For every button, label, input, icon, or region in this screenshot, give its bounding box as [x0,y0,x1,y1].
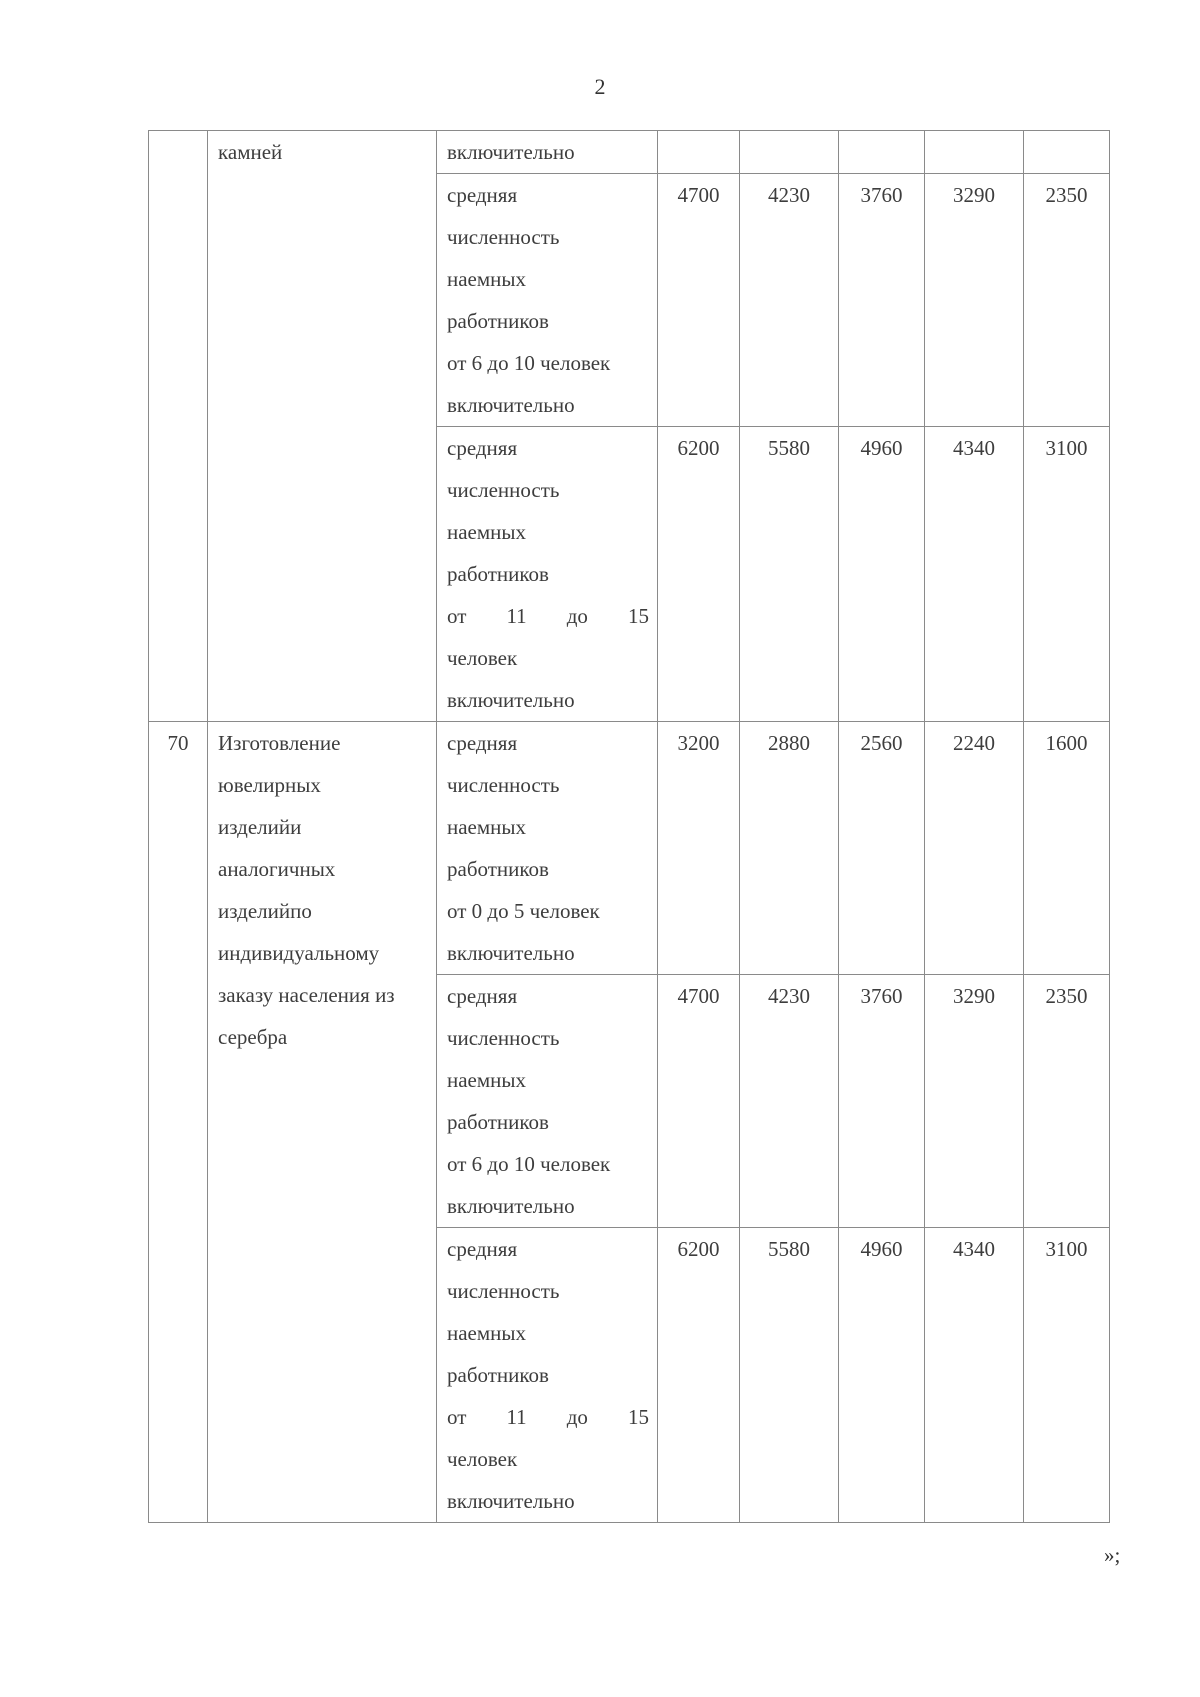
condition-line: численность [447,225,560,249]
condition-line: от 6 до 10 человек [447,1152,611,1176]
activity-name-line: серебра [218,1025,288,1049]
tariff-table [148,130,1110,1523]
condition-line: работников [447,857,549,881]
value-cell: 3200 [658,722,740,975]
condition-line: включительно [447,941,575,965]
value-cell: 5580 [740,427,839,722]
value-cell: 3760 [839,975,925,1228]
condition-line: включительно [447,140,575,164]
condition-line: средняя [447,1237,518,1261]
condition-line: наемных [447,815,527,839]
activity-name-line: ювелирных [218,773,321,797]
value-cell: 2880 [740,722,839,975]
value-cell: 2350 [1024,975,1110,1228]
row-number-cell [149,131,208,722]
condition-cell [437,1228,658,1523]
condition-line: наемных [447,520,527,544]
value-cell: 4960 [839,1228,925,1523]
value-cell: 2350 [1024,174,1110,427]
condition-cell [437,131,658,174]
condition-line: включительно [447,393,575,417]
condition-line: включительно [447,1194,575,1218]
value-cell [1024,131,1110,174]
condition-cell [437,174,658,427]
condition-line: численность [447,1279,560,1303]
value-cell: 3290 [925,975,1024,1228]
condition-line: от 11 до 15 [447,604,649,628]
condition-line: наемных [447,1068,527,1092]
condition-line: работников [447,562,549,586]
activity-name-line: Изготовление [218,731,341,755]
activity-name-line: заказу населения из [218,983,395,1007]
value-cell: 3290 [925,174,1024,427]
condition-line: наемных [447,267,527,291]
activity-name-cell [208,131,437,722]
condition-line: средняя [447,984,518,1008]
value-cell: 3100 [1024,1228,1110,1523]
value-cell: 4340 [925,427,1024,722]
condition-line: от 0 до 5 человек [447,899,600,923]
value-cell: 4230 [740,174,839,427]
value-cell: 4230 [740,975,839,1228]
activity-name-cell [208,722,437,1523]
condition-line: от 6 до 10 человек [447,351,611,375]
value-cell [925,131,1024,174]
table-row [149,131,1110,174]
value-cell: 1600 [1024,722,1110,975]
condition-line: средняя [447,436,518,460]
condition-line: от 11 до 15 [447,1405,649,1429]
value-cell: 2240 [925,722,1024,975]
value-cell: 4700 [658,174,740,427]
value-cell: 6200 [658,1228,740,1523]
table-row [149,722,1110,975]
condition-cell [437,427,658,722]
value-cell: 3100 [1024,427,1110,722]
condition-cell [437,722,658,975]
page-number: 2 [594,74,606,99]
value-cell: 4700 [658,975,740,1228]
row-number-cell: 70 [149,722,208,1523]
value-cell: 3760 [839,174,925,427]
value-cell: 2560 [839,722,925,975]
activity-name-line: индивидуальному [218,941,380,965]
condition-line: средняя [447,183,518,207]
condition-line: работников [447,1363,549,1387]
value-cell: 5580 [740,1228,839,1523]
condition-line: включительно [447,688,575,712]
condition-line: человек [447,1447,518,1471]
condition-line: человек [447,646,518,670]
value-cell [658,131,740,174]
value-cell: 4960 [839,427,925,722]
activity-name-line: изделийпо [218,899,312,923]
condition-line: работников [447,309,549,333]
condition-line: включительно [447,1489,575,1513]
condition-line: работников [447,1110,549,1134]
condition-cell [437,975,658,1228]
activity-name-line: камней [218,140,283,164]
value-cell: 6200 [658,427,740,722]
condition-line: численность [447,773,560,797]
closing-quote-mark: »; [1104,1543,1121,1567]
activity-name-line: аналогичных [218,857,336,881]
condition-line: численность [447,1026,560,1050]
condition-line: средняя [447,731,518,755]
value-cell: 4340 [925,1228,1024,1523]
value-cell [839,131,925,174]
activity-name-line: изделийи [218,815,302,839]
value-cell [740,131,839,174]
condition-line: наемных [447,1321,527,1345]
condition-line: численность [447,478,560,502]
